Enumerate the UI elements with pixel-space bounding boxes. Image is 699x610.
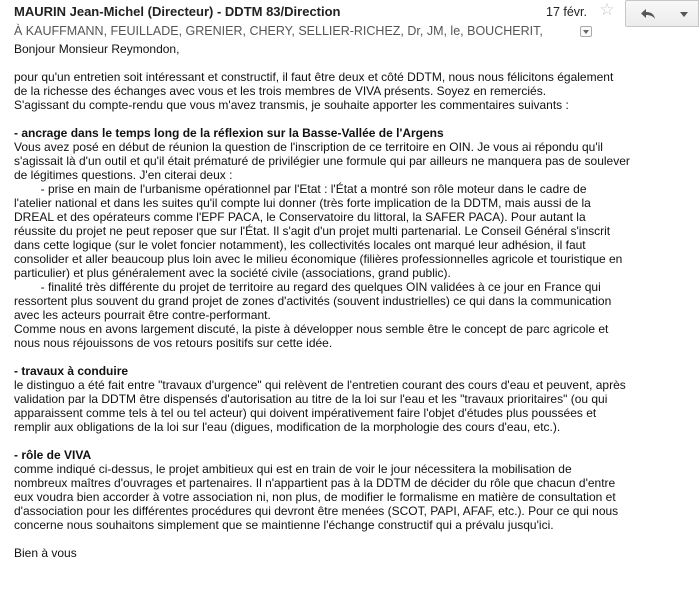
body-line: de la richesse des échanges avec vous et les trois membres de VIVA présents. Soyez en remerciés.: [14, 84, 547, 98]
body-line: l'atelier national et dans les suites qu'il compte lui donner (très forte implication de la DDTM, mais aussi de la: [14, 196, 591, 210]
body-line: concerne nous souhaitons simplement que se maintienne l'échange constructif qui a prévalu jusqu'ici.: [14, 518, 554, 532]
body-line: Vous avez posé en début de réunion la question de l'inscription de ce territoire en OIN. Je vous ai répondu qu'il: [14, 140, 603, 154]
message-header: [0, 0, 699, 42]
body-line: remplir aux obligations de la loi sur l'eau (digues, modification de la morphologie des cours d'eau, etc.).: [14, 420, 561, 434]
body-line: le distinguo a été fait entre "travaux d'urgence" qui relèvent de l'entretien courant des cours d'eau et peuvent, après: [14, 378, 626, 392]
body-line: réussite du projet ne peut reposer que sur l'État. Il s'agit d'un projet multi partenarial. Le Conseil Général s'inscrit: [14, 224, 611, 238]
body-line: consolider et aller beaucoup plus loin avec le milieu économique (filières professionnelles agricole et touristique en: [14, 252, 623, 266]
sender-name[interactable]: MAURIN Jean-Michel (Directeur) - DDTM 83/Direction: [14, 4, 341, 19]
body-line: - finalité très différente du projet de territoire au regard des quelques OIN validées à ce jour en France qui: [14, 280, 601, 294]
body-line: dans cette logique (sur le volet foncier notamment), les collectivités locales ont marqué leur adhésion, il faut: [14, 238, 586, 252]
more-actions-button[interactable]: [668, 0, 699, 27]
chevron-down-icon: [680, 12, 688, 17]
closing: Bien à vous: [14, 546, 77, 560]
recipients-list: À KAUFFMANN, FEUILLADE, GRENIER, CHERY, SELLIER-RICHEZ, Dr, JM, le, BOUCHERIT,: [14, 24, 543, 38]
section-title: - ancrage dans le temps long de la réflexion sur la Basse-Vallée de l'Argens: [14, 126, 444, 140]
body-line: ressortent plus souvent du grand projet de zones d'activités (souvent industrielles) ce qui dans la communication: [14, 294, 612, 308]
body-line: avec les acteurs pourrait être contre-performant.: [14, 308, 271, 322]
body-line: de légitimes questions. J'en citerai deux :: [14, 168, 233, 182]
body-line: d'association pour les différentes procédures qui devront être menées (SCOT, PAPI, AFAF, etc.). Pour ce qui nous: [14, 504, 619, 518]
body-line: nombreux maîtres d'ouvrages et partenaires. Il n'appartient pas à la DDTM de décider du rôle que chacun d'entre: [14, 476, 616, 490]
body-line: eux voudra bien accorder à votre association ni, non plus, de modifier le formalisme en matière de consultation et: [14, 490, 616, 504]
body-line: s'agissait là d'un outil et qu'il était prématuré de privilégier une formule qui par ailleurs ne manquera pas de soulever: [14, 154, 630, 168]
body-line: comme indiqué ci-dessus, le projet ambitieux qui est en train de voir le jour nécessitera la mobilisation de: [14, 462, 572, 476]
body-line: apparaissent comme tels à tel ou tel acteur) qui doivent impérativement faire l'objet d'études plus poussées et: [14, 406, 597, 420]
reply-arrow-icon: [640, 8, 656, 20]
greeting: Bonjour Monsieur Reymondon,: [14, 42, 180, 56]
body-line: particulier) et plus généralement avec la société civile (associations, grand public).: [14, 266, 451, 280]
body-line: validation par la DDTM être dispensés d'autorisation au titre de la loi sur l'eau et les "travaux prioritaires" (ou qui: [14, 392, 608, 406]
reply-button[interactable]: [625, 0, 669, 27]
body-line: Comme nous en avons largement discuté, la piste à développer nous semble être le concept de parc agricole et: [14, 322, 609, 336]
message-date[interactable]: 17 févr.: [546, 5, 587, 19]
body-line: nous nous réjouissons de vos retours positifs sur cette idée.: [14, 336, 333, 350]
section-title: - travaux à conduire: [14, 364, 129, 378]
body-line: S'agissant du compte-rendu que vous m'avez transmis, je souhaite apporter les commentaires suivants :: [14, 98, 569, 112]
message-body: [14, 42, 694, 560]
recipients-details-toggle[interactable]: [580, 26, 592, 37]
body-line: DREAL et des opérateurs comme l'EPF PACA, le Conservatoire du littoral, la SAFER PACA). Pour autant la: [14, 210, 586, 224]
star-icon[interactable]: ☆: [599, 0, 615, 19]
body-line: - prise en main de l'urbanisme opérationnel par l'Etat : l'État a montré son rôle moteur dans le cadre de: [14, 182, 587, 196]
section-title: - rôle de VIVA: [14, 448, 92, 462]
body-line: pour qu'un entretien soit intéressant et constructif, il faut être deux et côté DDTM, nous nous félicitons également: [14, 70, 614, 84]
